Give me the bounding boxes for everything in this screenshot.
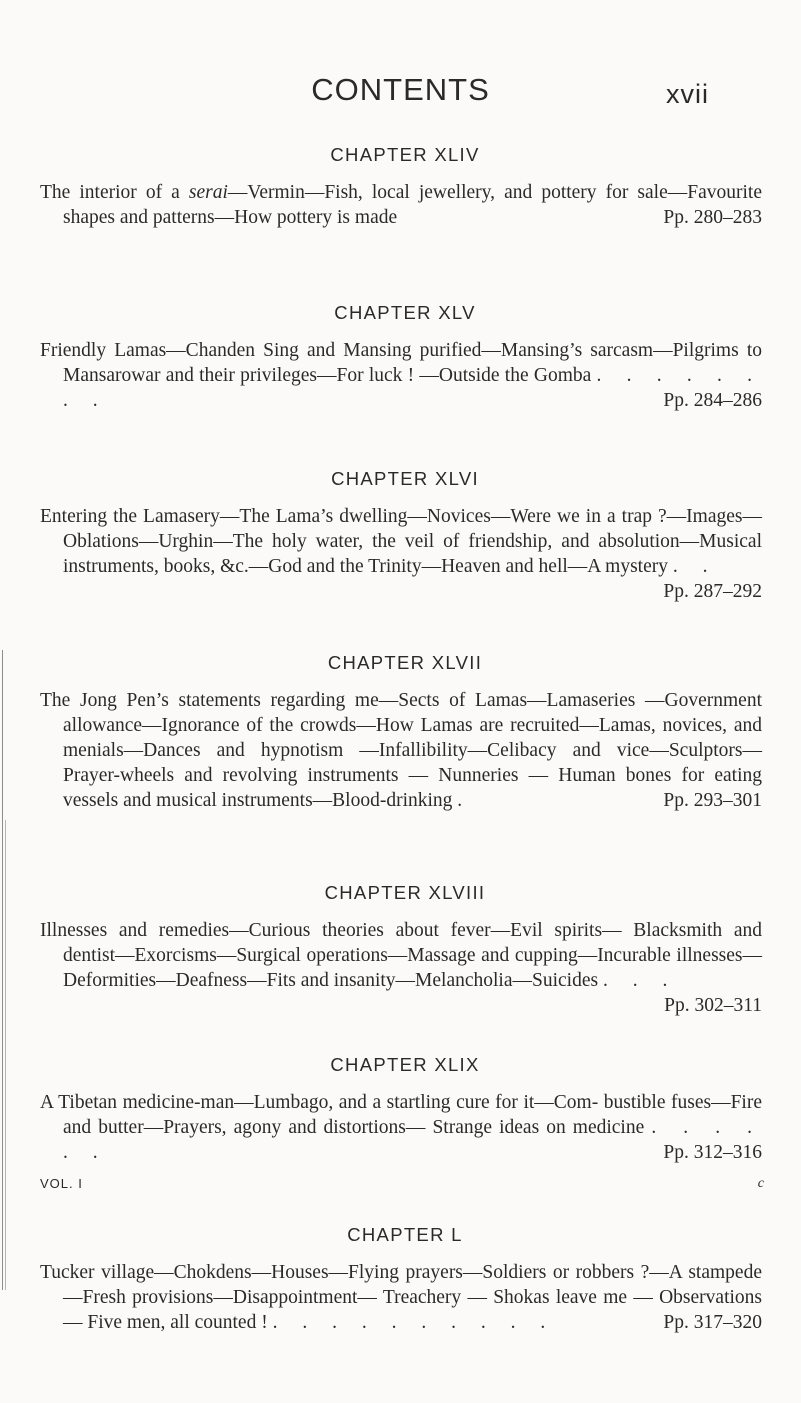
summary-text: Illnesses and remedies—Curious theories about fever—Evil spirits— Blacksmith and dentist—Exorcisms—Surgical operations—Massage and cupping—Incurable illnesses—Deformities—Deafness—Fits and insanity—Melancholia—Suicides xyxy=(40,920,762,991)
chapter-heading: CHAPTER XLIV xyxy=(330,144,480,165)
chapter-heading: CHAPTER XLVIII xyxy=(324,882,486,903)
leader-dots: . . xyxy=(672,556,718,577)
chapter-entry xyxy=(40,301,762,467)
chapter-entry xyxy=(40,1223,762,1403)
page-range: Pp. 284–286 xyxy=(663,390,762,411)
chapter-heading: CHAPTER XLVII xyxy=(327,652,483,673)
chapter-entry xyxy=(40,651,762,881)
chapter-summary xyxy=(40,338,762,413)
chapter-heading: CHAPTER XLV xyxy=(334,302,476,323)
chapter-heading: CHAPTER XLIX xyxy=(330,1054,480,1075)
summary-text: The interior of a xyxy=(40,182,189,203)
leader-dots: . . . . . . . . xyxy=(63,365,762,411)
summary-text: Entering the Lamasery—The Lama’s dwelling—Novices—Were we in a trap ?—Images—Oblations—Urghin—The holy water, the veil of friendship, and absolution—Musical instruments, books, &c.—God and the Trinity—Heaven and hell—A mystery xyxy=(40,506,762,577)
leader-dots: . . . . . . xyxy=(63,1117,762,1163)
chapter-summary xyxy=(40,1090,762,1165)
leader-dots: . . . xyxy=(602,970,678,991)
chapter-summary xyxy=(40,918,762,1016)
summary-text: —Vermin—Fish, local jewellery, and pottery for sale—Favourite shapes and patterns—How pottery is made xyxy=(63,182,762,228)
leader-dots: . . . . . . . . . . xyxy=(272,1312,556,1333)
page-number: xvii xyxy=(666,79,709,109)
page-range: Pp. 317–320 xyxy=(663,1312,762,1333)
page-edge-line xyxy=(5,820,6,1290)
chapter-entry xyxy=(40,467,762,651)
summary-text: Tucker village—Chokdens—Houses—Flying prayers—Soldiers or robbers ?—A stampede—Fresh provisions—Disappointment— Treachery — Shokas leave me — Observations — Five men, all counted ! xyxy=(40,1262,762,1333)
signature-mark: c xyxy=(757,1176,764,1191)
summary-text: The Jong Pen’s statements regarding me—Sects of Lamas—Lamaseries —Government allowance—Ignorance of the crowds—How Lamas are recruited—Lamas, novices, and menials—Dances and hypnotism —Infallibility—Celibacy and vice—Sculptors—Prayer-wheels and revolving instruments — Nunneries — Human bones for eating vessels and musical instruments—Blood-drinking xyxy=(40,690,762,811)
page-range: Pp. 293–301 xyxy=(663,790,762,811)
chapter-summary xyxy=(40,504,762,602)
chapter-entry xyxy=(40,143,762,301)
page-range: Pp. 287–292 xyxy=(663,581,762,602)
chapter-summary xyxy=(40,180,762,230)
chapter-summary xyxy=(40,688,762,813)
chapter-heading: CHAPTER XLVI xyxy=(331,468,479,489)
chapter-heading: CHAPTER L xyxy=(347,1224,463,1245)
chapter-summary xyxy=(40,1260,762,1335)
summary-italic-word: serai xyxy=(188,182,228,203)
page-edge-line xyxy=(2,650,3,1290)
page-title: CONTENTS xyxy=(311,72,490,107)
contents-list xyxy=(40,143,762,1403)
volume-label: VOL. I xyxy=(40,1176,83,1191)
leader-dots: . xyxy=(457,790,473,811)
chapter-entry xyxy=(40,1053,762,1223)
chapter-entry xyxy=(40,881,762,1053)
page-range: Pp. 280–283 xyxy=(663,207,762,228)
page-range: Pp. 312–316 xyxy=(663,1142,762,1163)
summary-text: A Tibetan medicine-man—Lumbago, and a startling cure for it—Com- bustible fuses—Fire and butter—Prayers, agony and distortions— Strange ideas on medicine xyxy=(40,1092,762,1138)
page-header xyxy=(0,70,801,110)
summary-text: Friendly Lamas—Chanden Sing and Mansing purified—Mansing’s sarcasm—Pilgrims to Mansarowar and their privileges—For luck ! —Outside the Gomba xyxy=(40,340,762,386)
page-range: Pp. 302–311 xyxy=(664,995,762,1016)
page-footer xyxy=(0,1174,801,1194)
